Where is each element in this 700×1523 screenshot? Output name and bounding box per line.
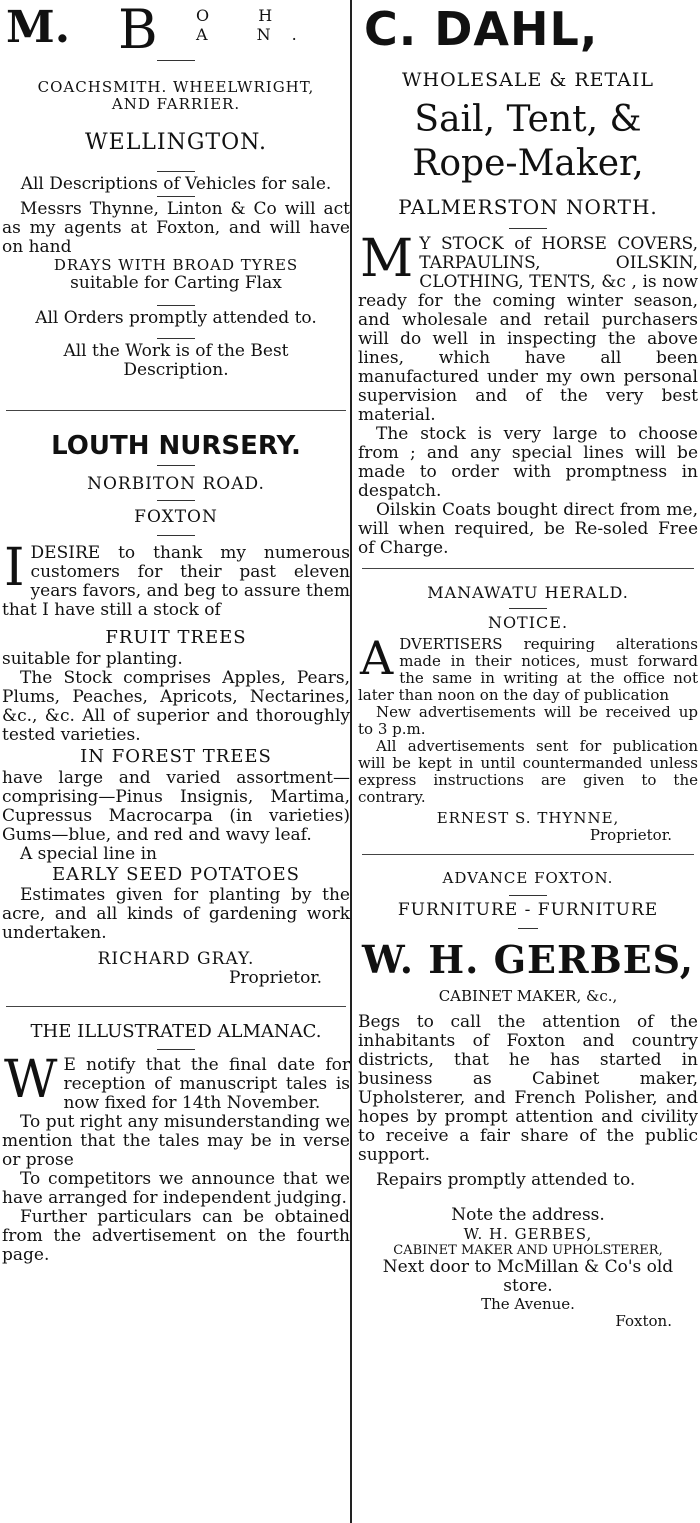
dahl-name: C. DAHL, <box>364 2 599 56</box>
louth-intro: DESIRE to thank my numerous customers for their past eleven years favors, and beg to assure them that I have still a stock of <box>2 543 350 620</box>
dahl-p3: Oilskin Coats bought direct from me, will when required, be Re-soled Free of Charge. <box>358 500 698 558</box>
divider <box>157 196 195 197</box>
divider <box>157 535 195 536</box>
divider <box>157 305 195 306</box>
right-column <box>356 0 700 1330</box>
gerbes-addr-2: CABINET MAKER AND UPHOLSTERER, <box>393 1243 663 1258</box>
bohan-name-rest: O H A N. <box>196 6 319 44</box>
bohan-line-1: All Descriptions of Vehicles for sale. <box>20 174 332 194</box>
left-column <box>0 0 352 1265</box>
bohan-trade: COACHSMITH. WHEELWRIGHT, <box>37 78 315 96</box>
louth-town: FOXTON <box>134 507 218 527</box>
almanac-p1: E notify that the final date for reception of manuscript tales is now fixed for 14th November. <box>63 1055 350 1113</box>
louth-advert <box>0 429 352 988</box>
almanac-advert <box>0 1021 352 1265</box>
gerbes-head: FURNITURE - FURNITURE <box>397 900 659 920</box>
divider <box>157 1049 195 1050</box>
herald-p2: New advertisements will be received up to 3 p.m. <box>358 703 698 738</box>
herald-p1: DVERTISERS requiring alterations made in their notices, must forward the same in writing at the office not later than noon on the day of publication <box>358 635 698 704</box>
gerbes-kicker: ADVANCE FOXTON. <box>442 869 614 887</box>
dahl-p2: The stock is very large to choose from ; and any special lines will be made to order with promptness in despatch. <box>358 424 698 501</box>
louth-potatoes: EARLY SEED POTATOES <box>52 864 300 885</box>
louth-special: A special line in <box>20 844 157 864</box>
bohan-line-3: DRAYS WITH BROAD TYRES <box>53 256 299 274</box>
divider <box>157 500 195 501</box>
section-rule <box>6 410 346 411</box>
bohan-trade-2: AND FARRIER. <box>111 95 241 113</box>
divider <box>157 338 195 339</box>
almanac-p2: To put right any misunderstanding we mention that the tales may be in verse or prose <box>2 1112 350 1170</box>
louth-stock: The Stock comprises Apples, Pears, Plums, Peaches, Apricots, Nectarines, &c., &c. All of superior and thoroughly tested varieties. <box>2 668 350 745</box>
section-rule <box>362 568 694 569</box>
louth-title: LOUTH NURSERY. <box>51 431 301 461</box>
gerbes-note: Note the address. <box>451 1205 605 1225</box>
dahl-advert <box>356 2 700 558</box>
divider <box>509 228 547 229</box>
almanac-title: THE ILLUSTRATED ALMANAC. <box>30 1021 322 1042</box>
gerbes-trade: CABINET MAKER, &c., <box>438 987 618 1005</box>
louth-signer-title: Proprietor. <box>228 968 322 988</box>
louth-suitable: suitable for planting. <box>2 649 183 669</box>
gerbes-name: W. H. GERBES, <box>362 937 694 982</box>
herald-title: MANAWATU HERALD. <box>427 583 629 602</box>
section-rule <box>362 854 694 855</box>
gerbes-addr-4: The Avenue. <box>481 1295 575 1313</box>
dahl-town: PALMERSTON NORTH. <box>398 195 658 219</box>
gerbes-p1: Begs to call the attention of the inhabitants of Foxton and country districts, that he has started in business as Cabinet maker, Upholsterer, and French Polisher, and hopes by prompt attention and civility to receive a fair share of the public support. <box>358 1012 698 1165</box>
bohan-big-b: B <box>118 0 158 61</box>
louth-forest-text: have large and varied assortment—comprising—Pinus Insignis, Martima, Cupressus Macrocarpa (in varieties) Gums—blue, and red and wavy leaf. <box>2 768 350 845</box>
dahl-trade: Sail, Tent, & Rope-Maker, <box>412 99 644 184</box>
bohan-town: WELLINGTON. <box>85 130 267 155</box>
herald-advert <box>356 583 700 844</box>
divider <box>157 60 195 61</box>
bohan-line-5: All Orders promptly attended to. <box>35 308 317 328</box>
herald-signer-title: Proprietor. <box>589 826 672 844</box>
gerbes-p2: Repairs promptly attended to. <box>376 1170 636 1190</box>
almanac-p3: To competitors we announce that we have arranged for independent judging. <box>2 1169 350 1208</box>
herald-notice: NOTICE. <box>487 613 569 632</box>
bohan-line-6: All the Work is of the Best Description. <box>63 341 289 380</box>
bohan-line-2: Messrs Thynne, Linton & Co will act as my agents at Foxton, and will have on hand <box>2 199 350 257</box>
louth-estimates: Estimates given for planting by the acre, and all kinds of gardening work undertaken. <box>2 885 350 943</box>
divider <box>157 465 195 466</box>
bohan-line-4: suitable for Carting Flax <box>70 273 282 293</box>
divider <box>509 895 547 896</box>
louth-signer: RICHARD GRAY. <box>97 949 255 969</box>
herald-signer: ERNEST S. THYNNE, <box>436 809 620 827</box>
louth-fruit-trees: FRUIT TREES <box>105 627 247 648</box>
gerbes-advert <box>356 869 700 1330</box>
divider <box>518 928 538 929</box>
dahl-drop-cap: M <box>360 229 414 289</box>
almanac-drop-cap: W <box>4 1050 58 1110</box>
gerbes-addr-1: W. H. GERBES, <box>463 1225 593 1243</box>
almanac-p4: Further particulars can be obtained from the advertisement on the fourth page. <box>2 1207 350 1265</box>
gerbes-addr-3: Next door to McMillan & Co's old store. <box>382 1257 674 1296</box>
gerbes-addr-5: Foxton. <box>615 1312 672 1330</box>
dahl-sub: WHOLESALE & RETAIL <box>401 69 655 91</box>
bohan-advert <box>0 0 352 380</box>
bohan-name <box>0 0 352 61</box>
section-rule <box>6 1006 346 1007</box>
divider <box>509 608 547 609</box>
divider <box>157 171 195 172</box>
dahl-p1: Y STOCK of HORSE COVERS, TARPAULINS, OILSKIN, CLOTHING, TENTS, &c , is now ready for the coming winter season, and wholesale and retail purchasers will do well in inspecting the above lines, which have all been manufactured under my own personal supervision and of the very best material. <box>358 234 698 425</box>
bohan-initial: M. <box>6 2 71 53</box>
louth-road: NORBITON ROAD. <box>87 474 265 494</box>
herald-p3: All advertisements sent for publication will be kept in until countermanded unless express instructions are given to the contrary. <box>358 737 698 806</box>
louth-forest-trees: IN FOREST TREES <box>80 746 272 767</box>
louth-drop-cap: I <box>4 538 25 598</box>
herald-drop-cap: A <box>360 631 394 685</box>
